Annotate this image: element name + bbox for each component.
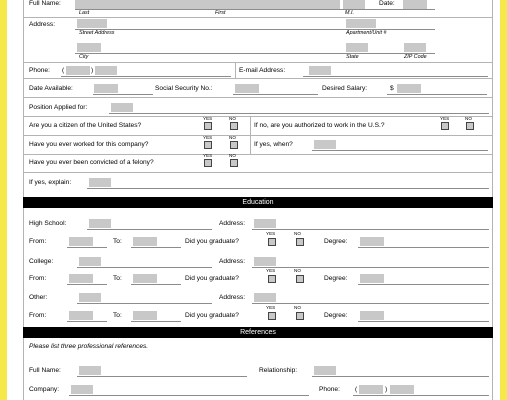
- zip-sublabel: ZIP Code: [404, 54, 427, 60]
- other-grad-no-checkbox[interactable]: [296, 312, 304, 320]
- state-sublabel: State: [346, 54, 359, 60]
- hs-to-underline: [131, 247, 181, 248]
- other-degree-label: Degree:: [324, 312, 348, 319]
- reference-company-underline: [69, 395, 309, 396]
- zip-field[interactable]: [404, 43, 426, 52]
- reference-area-code-field[interactable]: [359, 385, 383, 394]
- other-grad-no-label: NO: [294, 305, 301, 310]
- college-underline: [77, 267, 212, 268]
- divider: [23, 97, 493, 98]
- reference-phone-field[interactable]: [390, 385, 414, 394]
- hs-to-field[interactable]: [133, 237, 157, 246]
- references-header: References: [23, 327, 493, 338]
- last-name-field[interactable]: [75, 0, 210, 9]
- divider: [23, 172, 493, 173]
- authorized-yes-checkbox[interactable]: [441, 122, 449, 130]
- reference-company-label: Company:: [29, 386, 60, 393]
- position-label: Position Applied for:: [29, 104, 88, 111]
- hs-graduate-label: Did you graduate?: [185, 238, 239, 245]
- ssn-underline: [233, 94, 318, 95]
- citizen-yes-label: YES: [203, 116, 213, 121]
- other-to-field[interactable]: [133, 311, 157, 320]
- other-grad-yes-checkbox[interactable]: [268, 312, 276, 320]
- high-school-label: High School:: [29, 220, 67, 227]
- authorized-no-checkbox[interactable]: [466, 122, 474, 130]
- email-field[interactable]: [309, 66, 331, 75]
- other-to-underline: [131, 321, 181, 322]
- college-grad-no-checkbox[interactable]: [296, 275, 304, 283]
- explain-label: If yes, explain:: [29, 179, 72, 186]
- divider: [23, 154, 493, 155]
- college-degree-field[interactable]: [360, 274, 384, 283]
- ssn-field[interactable]: [235, 84, 259, 93]
- hs-from-field[interactable]: [69, 237, 93, 246]
- divider: [23, 17, 493, 18]
- salary-field[interactable]: [397, 84, 421, 93]
- reference-name-label: Full Name:: [29, 367, 61, 374]
- worked-no-checkbox[interactable]: [230, 141, 238, 149]
- phone-paren-close: ): [91, 67, 94, 74]
- when-underline: [312, 150, 488, 151]
- mi-sublabel: M.I.: [345, 10, 354, 16]
- college-grad-yes-checkbox[interactable]: [268, 275, 276, 283]
- divider: [235, 62, 236, 78]
- hs-grad-no-label: NO: [294, 231, 301, 236]
- other-address-label: Address:: [219, 294, 246, 301]
- felony-no-checkbox[interactable]: [230, 159, 238, 167]
- authorized-question: If no, are you authorized to work in the U.S.?: [254, 122, 385, 129]
- worked-no-label: NO: [229, 135, 236, 140]
- address-label: Address:: [29, 21, 56, 28]
- reference-phone-paren-open: (: [355, 386, 358, 393]
- college-to-field[interactable]: [133, 274, 157, 283]
- reference-phone-label: Phone:: [319, 386, 340, 393]
- city-field[interactable]: [77, 43, 101, 52]
- other-graduate-label: Did you graduate?: [185, 312, 239, 319]
- other-address-underline: [252, 303, 489, 304]
- high-school-field[interactable]: [89, 219, 111, 228]
- citizen-question: Are you a citizen of the United States?: [29, 122, 142, 129]
- date-label: Date:: [379, 0, 395, 7]
- felony-no-label: NO: [229, 153, 236, 158]
- email-underline: [303, 76, 488, 77]
- college-label: College:: [29, 258, 54, 265]
- relationship-field[interactable]: [314, 366, 336, 375]
- college-to-underline: [131, 284, 181, 285]
- phone-underline: [61, 76, 231, 77]
- hs-grad-yes-checkbox[interactable]: [268, 238, 276, 246]
- salary-underline: [387, 94, 487, 95]
- college-grad-yes-label: YES: [266, 268, 276, 273]
- hs-degree-field[interactable]: [360, 237, 384, 246]
- college-address-field[interactable]: [254, 257, 276, 266]
- college-field[interactable]: [79, 257, 101, 266]
- last-sublabel: Last: [79, 10, 90, 16]
- college-degree-underline: [358, 284, 489, 285]
- other-degree-field[interactable]: [360, 311, 384, 320]
- college-from-underline: [67, 284, 107, 285]
- middle-initial-field[interactable]: [343, 0, 365, 9]
- position-underline: [109, 113, 489, 114]
- divider: [250, 116, 251, 136]
- date-field[interactable]: [403, 0, 427, 9]
- city-underline: [75, 53, 435, 54]
- reference-phone-paren-close: ): [385, 386, 388, 393]
- ssn-label: Social Security No.:: [155, 85, 213, 92]
- full-name-label: Full Name:: [29, 0, 61, 7]
- college-from-label: From:: [29, 275, 47, 282]
- divider: [23, 78, 493, 79]
- reference-name-field[interactable]: [79, 366, 101, 375]
- hs-grad-no-checkbox[interactable]: [296, 238, 304, 246]
- hs-grad-yes-label: YES: [266, 231, 276, 236]
- college-address-underline: [252, 267, 489, 268]
- other-from-field[interactable]: [69, 311, 93, 320]
- other-underline: [77, 303, 212, 304]
- references-instruction: Please list three professional references.: [29, 343, 149, 350]
- other-label: Other:: [29, 294, 48, 301]
- other-degree-underline: [358, 321, 489, 322]
- first-sublabel: First: [215, 10, 226, 16]
- divider: [23, 135, 493, 136]
- education-header: Education: [23, 197, 493, 208]
- city-sublabel: City: [79, 54, 89, 60]
- divider: [23, 62, 493, 63]
- other-from-label: From:: [29, 312, 47, 319]
- other-field[interactable]: [79, 293, 101, 302]
- college-address-label: Address:: [219, 258, 246, 265]
- felony-question: Have you ever been convicted of a felony?: [29, 159, 154, 166]
- college-degree-label: Degree:: [324, 275, 348, 282]
- street-sublabel: Street Address: [79, 30, 115, 36]
- citizen-yes-checkbox[interactable]: [204, 122, 212, 130]
- date-available-underline: [93, 94, 153, 95]
- phone-paren-open: (: [62, 67, 65, 74]
- apt-field[interactable]: [346, 19, 376, 28]
- reference-phone-underline: [353, 395, 489, 396]
- high-school-address-label: Address:: [219, 220, 246, 227]
- worked-yes-checkbox[interactable]: [204, 141, 212, 149]
- authorized-yes-label: YES: [440, 116, 450, 121]
- other-from-underline: [67, 321, 107, 322]
- divider: [23, 116, 493, 117]
- hs-from-label: From:: [29, 238, 47, 245]
- relationship-label: Relationship:: [259, 367, 298, 374]
- apt-sublabel: Apartment/Unit #: [346, 30, 387, 36]
- relationship-underline: [312, 376, 489, 377]
- state-field[interactable]: [346, 43, 368, 52]
- salary-label: Desired Salary:: [322, 85, 368, 92]
- email-label: E-mail Address:: [239, 67, 286, 74]
- worked-question: Have you ever worked for this company?: [29, 141, 149, 148]
- application-form: [7, 0, 500, 400]
- other-grad-yes-label: YES: [266, 305, 276, 310]
- phone-field[interactable]: [95, 66, 117, 75]
- high-school-address-underline: [252, 229, 489, 230]
- college-grad-no-label: NO: [294, 268, 301, 273]
- reference-name-underline: [77, 376, 247, 377]
- hs-to-label: To:: [113, 238, 122, 245]
- college-graduate-label: Did you graduate?: [185, 275, 239, 282]
- name-underline: [75, 9, 435, 10]
- citizen-no-label: NO: [229, 116, 236, 121]
- area-code-field[interactable]: [66, 66, 90, 75]
- hs-from-underline: [67, 247, 107, 248]
- worked-yes-label: YES: [203, 135, 213, 140]
- hs-degree-underline: [358, 247, 489, 248]
- citizen-no-checkbox[interactable]: [230, 122, 238, 130]
- felony-yes-checkbox[interactable]: [204, 159, 212, 167]
- when-field[interactable]: [314, 140, 336, 149]
- college-from-field[interactable]: [69, 274, 93, 283]
- hs-degree-label: Degree:: [324, 238, 348, 245]
- position-field[interactable]: [111, 103, 133, 112]
- authorized-no-label: NO: [465, 116, 472, 121]
- felony-yes-label: YES: [203, 153, 213, 158]
- dollar-sign: $: [390, 85, 394, 92]
- explain-field[interactable]: [89, 178, 111, 187]
- reference-company-field[interactable]: [71, 385, 93, 394]
- other-to-label: To:: [113, 312, 122, 319]
- first-name-field[interactable]: [210, 0, 340, 9]
- divider: [250, 135, 251, 154]
- date-available-field[interactable]: [94, 84, 118, 93]
- date-available-label: Date Available:: [29, 85, 73, 92]
- high-school-underline: [87, 229, 212, 230]
- college-to-label: To:: [113, 275, 122, 282]
- when-label: If yes, when?: [254, 141, 293, 148]
- other-address-field[interactable]: [254, 293, 276, 302]
- high-school-address-field[interactable]: [254, 219, 276, 228]
- street-field[interactable]: [77, 19, 107, 28]
- phone-label: Phone:: [29, 67, 50, 74]
- explain-underline: [87, 188, 489, 189]
